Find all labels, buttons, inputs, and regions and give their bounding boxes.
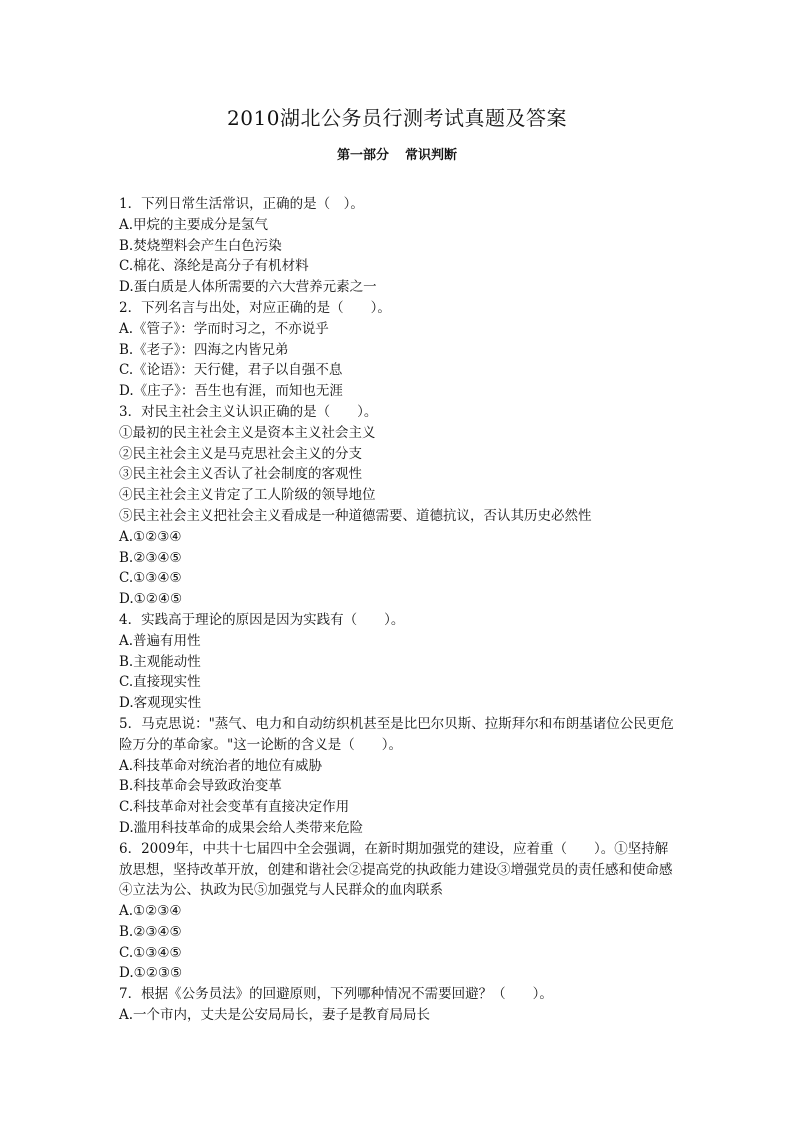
q6-option-b: B.②③④⑤ [119,923,182,940]
q3-statement-3: ③民主社会主义否认了社会制度的客观性 [119,466,362,483]
q1-stem: 1．下列日常生活常识，正确的是（ ）。 [119,196,364,212]
q1-option-d: D.蛋白质是人体所需要的六大营养元素之一 [119,279,377,296]
q3-statement-5: ⑤民主社会主义把社会主义看成是一种道德需要、道德抗议，否认其历史必然性 [119,507,592,524]
q3-statement-2: ②民主社会主义是马克思社会主义的分支 [119,445,362,462]
q1-option-b: B.焚烧塑料会产生白色污染 [119,237,282,254]
q3-stem: 3．对民主社会主义认识正确的是（ ）。 [119,403,378,420]
q6-option-c: C.①③④⑤ [119,944,182,961]
q2-option-a: A.《管子》：学而时习之，不亦说乎 [119,320,329,337]
q4-option-d: D.客观现实性 [119,695,202,712]
q6-option-a: A.①②③④ [119,903,182,920]
section-part: 第一部分 [336,148,389,163]
q5-option-c: C.科技革命对社会变革有直接决定作用 [119,799,350,816]
q5-option-d: D.滥用科技革命的成果会给人类带来危险 [119,819,364,836]
q3-statement-4: ④民主社会主义肯定了工人阶级的领导地位 [119,487,376,504]
question-list [119,194,679,1026]
section-heading [0,146,794,166]
q4-option-a: A.普遍有用性 [119,632,201,649]
q2-option-d: D.《庄子》：吾生也有涯，而知也无涯 [119,383,343,400]
q5-option-a: A.科技革命对统治者的地位有威胁 [119,757,323,774]
q7-stem: 7．根据《公务员法》的回避原则，下列哪种情况不需要回避？（ ）。 [119,986,553,1003]
q3-option-a: A.①②③④ [119,528,182,545]
q3-statement-1: ①最初的民主社会主义是资本主义社会主义 [119,424,376,441]
q2-option-b: B.《老子》：四海之内皆兄弟 [119,341,289,358]
q4-option-c: C.直接现实性 [119,674,201,691]
q6-option-d: D.①②③⑤ [119,965,183,982]
q6-stem: 6．2009年，中共十七届四中全会强调，在新时期加强党的建设，应着重（ ）。①坚持解放思想，坚持改革开放，创建和谐社会②提高党的执政能力建设③增强党员的责任感和使命感④立法为公、执政为民⑤加强党与人民群众的血肉联系 [119,840,673,899]
q4-stem: 4．实践高于理论的原因是因为实践有（ ）。 [119,611,405,628]
q4-option-b: B.主观能动性 [119,653,201,670]
q2-stem: 2．下列名言与出处，对应正确的是（ ）。 [119,299,391,316]
q5-stem: 5．马克思说："蒸气、电力和自动纺织机甚至是比巴尔贝斯、拉斯拜尔和布朗基诸位公民更危险万分的革命家。"这一论断的含义是（ ）。 [119,715,674,753]
q7-option-a: A.一个市内，丈夫是公安局局长，妻子是教育局局长 [119,1007,431,1024]
q1-option-c: C.棉花、涤纶是高分子有机材料 [119,258,309,275]
q3-option-d: D.①②④⑤ [119,591,183,608]
q5-option-b: B.科技革命会导致政治变革 [119,778,282,795]
page-title: 2010湖北公务员行测考试真题及答案 [227,106,567,130]
q2-option-c: C.《论语》：天行健，君子以自强不息 [119,362,343,379]
q1-option-a: A.甲烷的主要成分是氢气 [119,216,269,233]
q3-option-b: B.②③④⑤ [119,549,182,566]
q3-option-c: C.①③④⑤ [119,570,182,587]
section-name: 常识判断 [405,148,458,163]
